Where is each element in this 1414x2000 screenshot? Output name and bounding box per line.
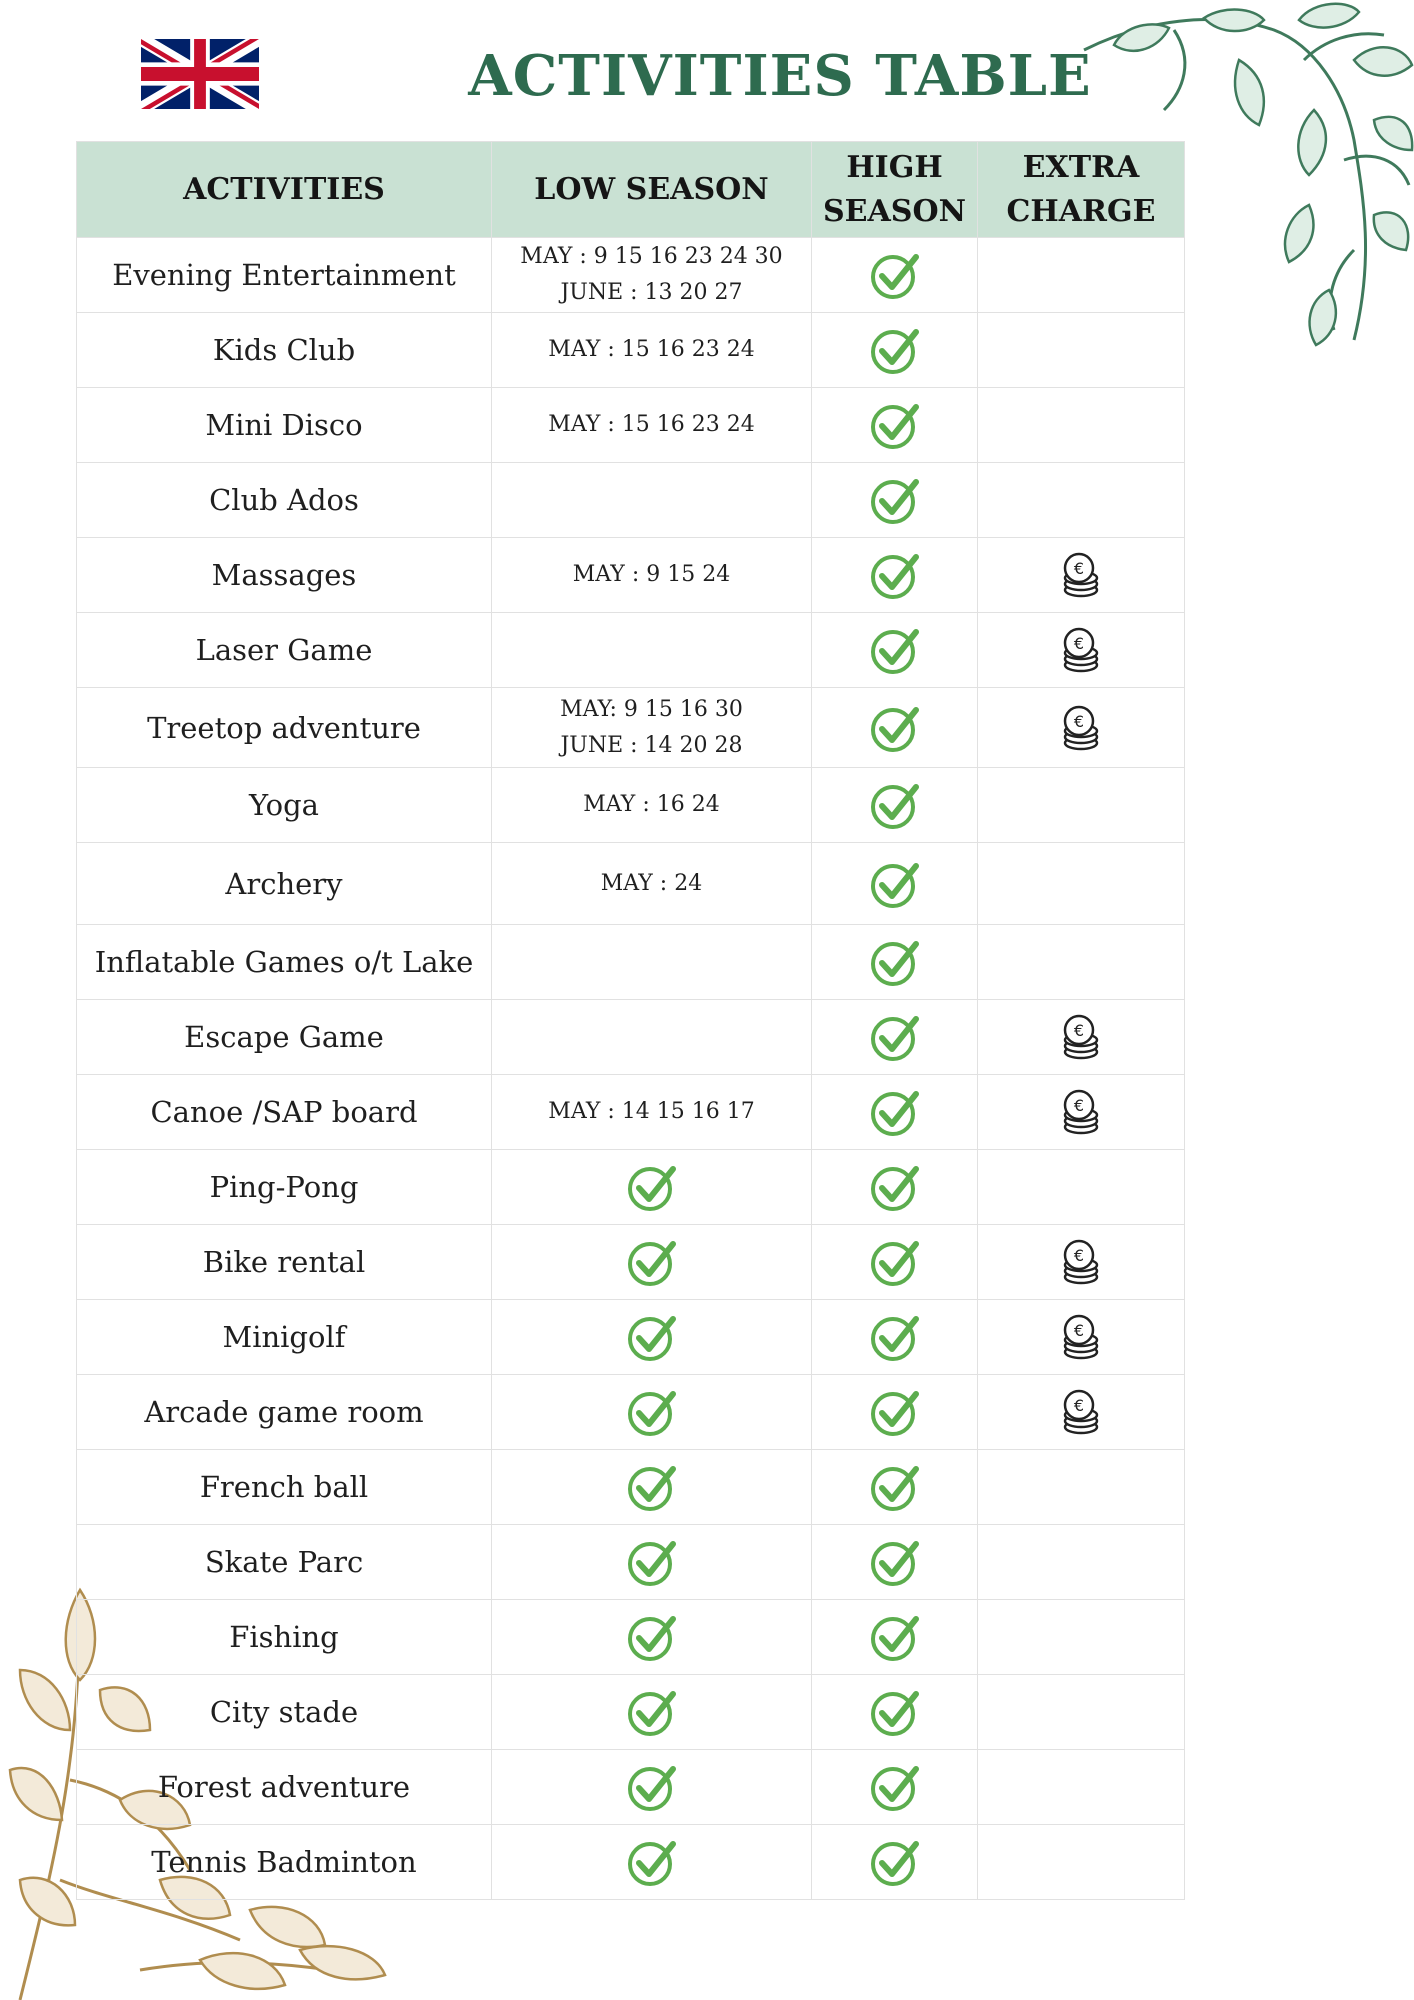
table-row: [77, 1600, 1185, 1675]
table-row: [77, 238, 1185, 313]
high-season-cell: [812, 1150, 978, 1225]
euro-coins-icon: [1059, 1237, 1103, 1287]
low-season-dates: MAY : 16 24: [583, 792, 720, 817]
high-season-cell: [812, 238, 978, 313]
table-row: [77, 1675, 1185, 1750]
svg-text:€: €: [1073, 1396, 1085, 1415]
low-season-dates: JUNE : 13 20 27: [560, 280, 743, 305]
table-header-row: [77, 142, 1185, 238]
low-season-dates: MAY : 9 15 24: [572, 562, 731, 587]
low-season-cell: [492, 1150, 812, 1225]
table-row: [77, 313, 1185, 388]
low-season-cell: [492, 688, 812, 768]
extra-charge-cell: [978, 1675, 1185, 1750]
svg-text:€: €: [1073, 1096, 1085, 1115]
check-icon: [869, 1236, 921, 1288]
high-season-cell: [812, 925, 978, 1000]
activity-name-cell: Skate Parc: [77, 1525, 492, 1600]
table-row: [77, 1375, 1185, 1450]
low-season-dates: MAY : 15 16 23 24: [548, 412, 755, 437]
activity-name-cell: Canoe /SAP board: [77, 1075, 492, 1150]
extra-charge-cell: [978, 538, 1185, 613]
low-season-cell: [492, 1825, 812, 1900]
check-icon: [869, 549, 921, 601]
activities-table: [76, 141, 1185, 1900]
column-header-high-season: [812, 142, 978, 238]
high-season-cell: [812, 1525, 978, 1600]
euro-coins-icon: [1059, 550, 1103, 600]
extra-charge-cell: [978, 1525, 1185, 1600]
check-icon: [869, 1836, 921, 1888]
check-icon: [869, 1161, 921, 1213]
table-row: [77, 1000, 1185, 1075]
activity-name-cell: Inflatable Games o/t Lake: [77, 925, 492, 1000]
low-season-cell: [492, 1225, 812, 1300]
extra-charge-cell: [978, 1000, 1185, 1075]
activity-name-cell: Minigolf: [77, 1300, 492, 1375]
activity-name-cell: Yoga: [77, 768, 492, 843]
euro-coins-icon: [1059, 703, 1103, 753]
low-season-dates: JUNE : 14 20 28: [560, 732, 743, 758]
euro-coins-icon: [1059, 1087, 1103, 1137]
table-row: [77, 1525, 1185, 1600]
check-icon: [626, 1761, 678, 1813]
activity-name-cell: Club Ados: [77, 463, 492, 538]
extra-charge-cell: [978, 688, 1185, 768]
svg-text:€: €: [1073, 559, 1085, 578]
column-header-extra-charge-label: EXTRA CHARGE: [1006, 149, 1156, 229]
check-icon: [869, 1461, 921, 1513]
extra-charge-cell: [978, 388, 1185, 463]
check-icon: [626, 1161, 678, 1213]
table-row: [77, 768, 1185, 843]
high-season-cell: [812, 1300, 978, 1375]
check-icon: [869, 1761, 921, 1813]
extra-charge-cell: [978, 768, 1185, 843]
activity-name-cell: Fishing: [77, 1600, 492, 1675]
activity-name-cell: City stade: [77, 1675, 492, 1750]
table-row: [77, 388, 1185, 463]
activity-name-cell: Forest adventure: [77, 1750, 492, 1825]
low-season-dates: MAY : 24: [600, 870, 703, 896]
check-icon: [626, 1461, 678, 1513]
table-row: [77, 1750, 1185, 1825]
high-season-cell: [812, 1075, 978, 1150]
low-season-cell: [492, 1300, 812, 1375]
table-row: [77, 1225, 1185, 1300]
high-season-cell: [812, 313, 978, 388]
high-season-cell: [812, 388, 978, 463]
low-season-cell: [492, 388, 812, 463]
svg-text:€: €: [1073, 1246, 1085, 1265]
euro-coins-icon: [1059, 1312, 1103, 1362]
check-icon: [626, 1686, 678, 1738]
check-icon: [869, 1686, 921, 1738]
check-icon: [869, 474, 921, 526]
activity-name-cell: Laser Game: [77, 613, 492, 688]
low-season-dates: MAY : 15 16 23 24: [548, 337, 755, 362]
column-header-high-season-label: HIGH SEASON: [822, 149, 967, 229]
low-season-dates: MAY : 14 15 16 17: [548, 1099, 755, 1124]
low-season-cell: [492, 768, 812, 843]
activity-name-cell: Escape Game: [77, 1000, 492, 1075]
euro-coins-icon: [1059, 1387, 1103, 1437]
activity-name-cell: Bike rental: [77, 1225, 492, 1300]
table-row: [77, 1825, 1185, 1900]
high-season-cell: [812, 688, 978, 768]
extra-charge-cell: [978, 1150, 1185, 1225]
activity-name-cell: Kids Club: [77, 313, 492, 388]
table-row: [77, 1075, 1185, 1150]
high-season-cell: [812, 1450, 978, 1525]
low-season-cell: [492, 1375, 812, 1450]
column-header-extra-charge: [978, 142, 1185, 238]
check-icon: [626, 1311, 678, 1363]
low-season-dates: MAY : 9 15 16 23 24 30: [520, 244, 783, 269]
low-season-cell: [492, 1600, 812, 1675]
check-icon: [869, 702, 921, 754]
check-icon: [869, 936, 921, 988]
check-icon: [626, 1386, 678, 1438]
check-icon: [869, 1311, 921, 1363]
activity-name-cell: French ball: [77, 1450, 492, 1525]
table-row: [77, 463, 1185, 538]
low-season-cell: [492, 1675, 812, 1750]
low-season-cell: [492, 1525, 812, 1600]
high-season-cell: [812, 538, 978, 613]
table-row: [77, 925, 1185, 1000]
low-season-cell: [492, 463, 812, 538]
activity-name-cell: Evening Entertainment: [77, 238, 492, 313]
euro-coins-icon: [1059, 625, 1103, 675]
svg-text:€: €: [1073, 1021, 1085, 1040]
check-icon: [626, 1536, 678, 1588]
extra-charge-cell: [978, 238, 1185, 313]
low-season-cell: [492, 313, 812, 388]
high-season-cell: [812, 843, 978, 925]
svg-text:€: €: [1073, 634, 1085, 653]
table-row: [77, 613, 1185, 688]
extra-charge-cell: [978, 1225, 1185, 1300]
extra-charge-cell: [978, 1750, 1185, 1825]
extra-charge-cell: [978, 1450, 1185, 1525]
check-icon: [869, 399, 921, 451]
low-season-cell: [492, 1075, 812, 1150]
table-row: [77, 688, 1185, 768]
low-season-cell: [492, 1000, 812, 1075]
extra-charge-cell: [978, 1600, 1185, 1675]
check-icon: [869, 1011, 921, 1063]
low-season-cell: [492, 538, 812, 613]
page-title: ACTIVITIES TABLE: [468, 43, 1092, 109]
column-header-low-season: LOW SEASON: [492, 142, 812, 238]
high-season-cell: [812, 1675, 978, 1750]
check-icon: [626, 1236, 678, 1288]
extra-charge-cell: [978, 1375, 1185, 1450]
high-season-cell: [812, 613, 978, 688]
activity-name-cell: Treetop adventure: [77, 688, 492, 768]
activity-name-cell: Ping-Pong: [77, 1150, 492, 1225]
check-icon: [869, 858, 921, 910]
check-icon: [869, 1386, 921, 1438]
euro-coins-icon: [1059, 1012, 1103, 1062]
check-icon: [869, 1611, 921, 1663]
table-row: [77, 1150, 1185, 1225]
low-season-cell: [492, 843, 812, 925]
check-icon: [626, 1836, 678, 1888]
check-icon: [869, 1536, 921, 1588]
check-icon: [869, 1086, 921, 1138]
check-icon: [626, 1611, 678, 1663]
extra-charge-cell: [978, 1300, 1185, 1375]
high-season-cell: [812, 1225, 978, 1300]
activity-name-cell: Archery: [77, 843, 492, 925]
activity-name-cell: Massages: [77, 538, 492, 613]
table-row: [77, 1300, 1185, 1375]
activity-name-cell: Tennis Badminton: [77, 1825, 492, 1900]
high-season-cell: [812, 1600, 978, 1675]
table-row: [77, 1450, 1185, 1525]
low-season-cell: [492, 925, 812, 1000]
table-row: [77, 538, 1185, 613]
uk-flag-icon: [141, 39, 259, 109]
table-row: [77, 843, 1185, 925]
activity-name-cell: Arcade game room: [77, 1375, 492, 1450]
low-season-dates: MAY: 9 15 16 30: [560, 696, 743, 722]
extra-charge-cell: [978, 613, 1185, 688]
extra-charge-cell: [978, 463, 1185, 538]
extra-charge-cell: [978, 925, 1185, 1000]
extra-charge-cell: [978, 843, 1185, 925]
high-season-cell: [812, 1750, 978, 1825]
extra-charge-cell: [978, 313, 1185, 388]
low-season-cell: [492, 1750, 812, 1825]
high-season-cell: [812, 1825, 978, 1900]
low-season-cell: [492, 1450, 812, 1525]
extra-charge-cell: [978, 1075, 1185, 1150]
activity-name-cell: Mini Disco: [77, 388, 492, 463]
high-season-cell: [812, 768, 978, 843]
table-body: [77, 238, 1185, 1900]
check-icon: [869, 624, 921, 676]
svg-text:€: €: [1073, 711, 1085, 731]
check-icon: [869, 779, 921, 831]
low-season-cell: [492, 613, 812, 688]
high-season-cell: [812, 1375, 978, 1450]
check-icon: [869, 249, 921, 301]
check-icon: [869, 324, 921, 376]
high-season-cell: [812, 1000, 978, 1075]
extra-charge-cell: [978, 1825, 1185, 1900]
svg-text:€: €: [1073, 1321, 1085, 1340]
low-season-cell: [492, 238, 812, 313]
column-header-activities: ACTIVITIES: [77, 142, 492, 238]
high-season-cell: [812, 463, 978, 538]
